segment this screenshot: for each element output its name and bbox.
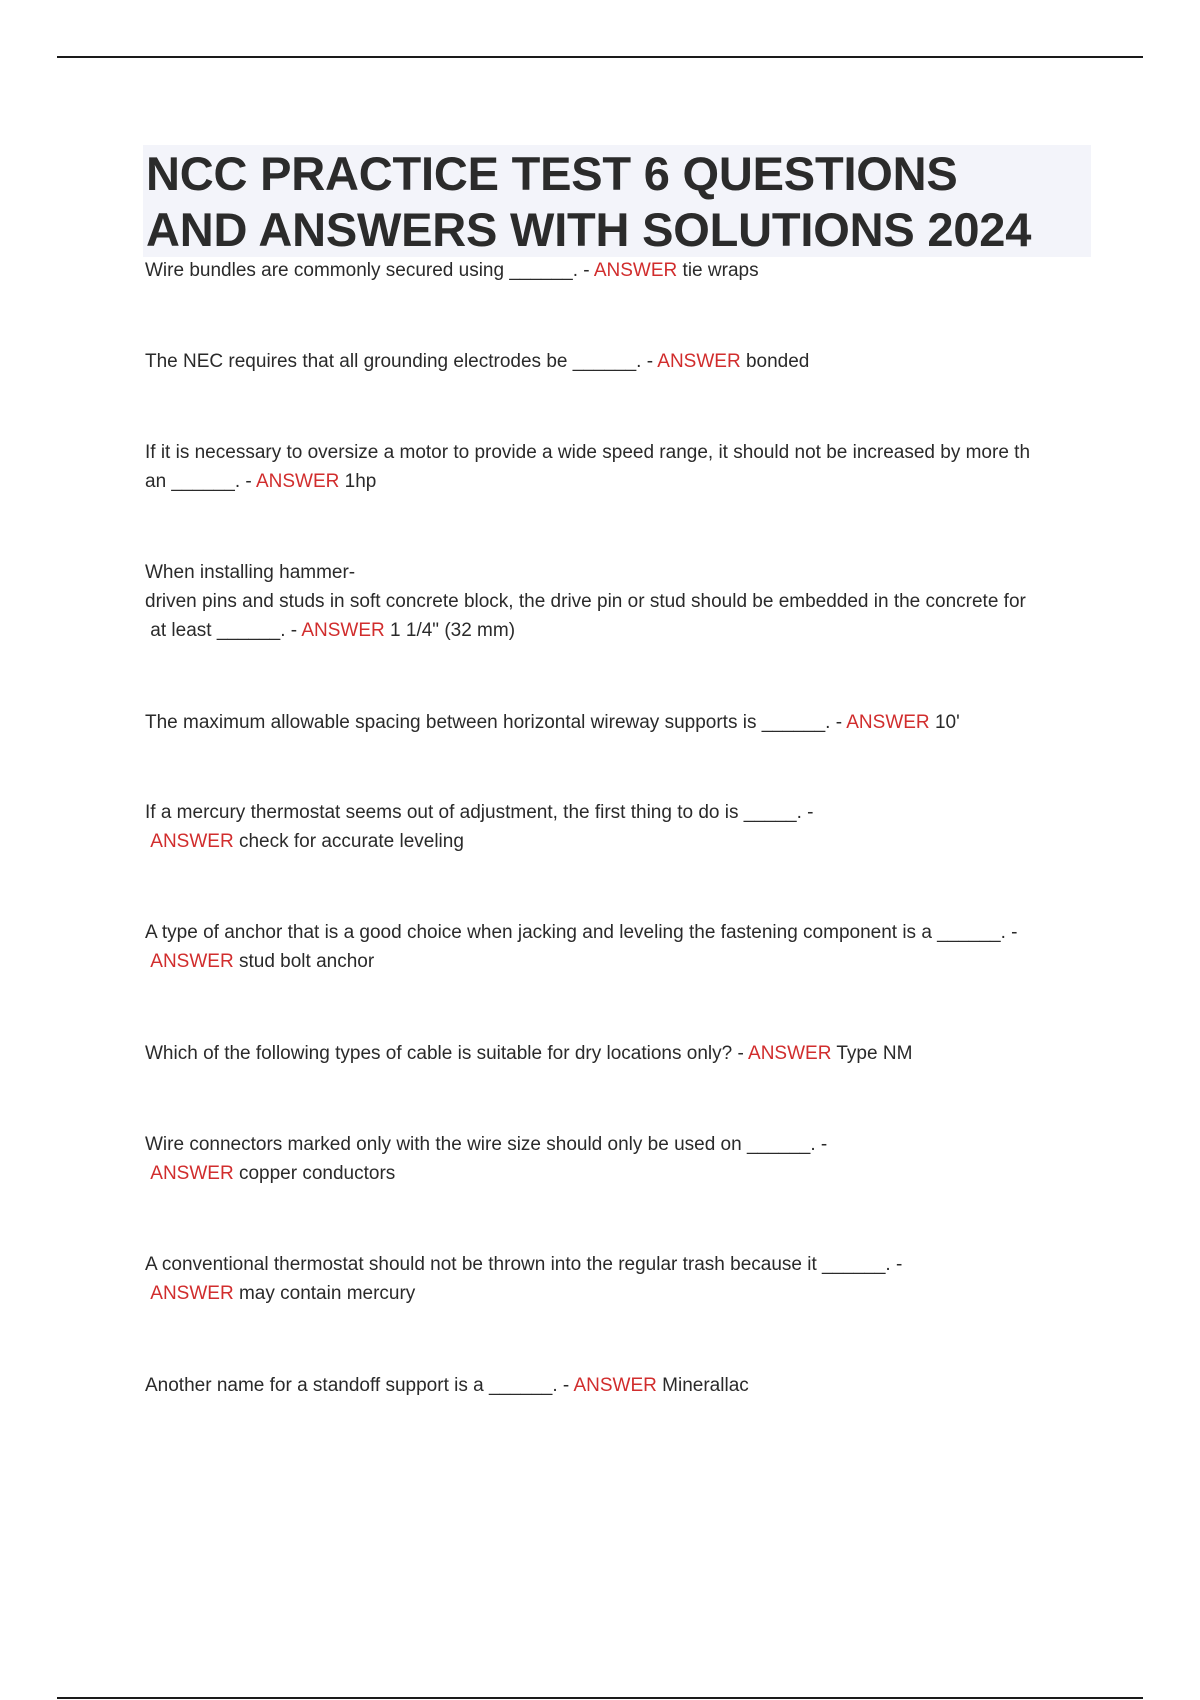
question-text: If a mercury thermostat seems out of adjustment, the first thing to do is _____. - (145, 802, 814, 823)
answer-text: 1 1/4" (32 mm) (390, 620, 516, 641)
answer-text: Minerallac (662, 1375, 749, 1396)
answer-marker: ANSWER (150, 951, 234, 972)
question-text: A conventional thermostat should not be thrown into the regular trash because it ______. - (145, 1254, 903, 1275)
answer-text: bonded (745, 351, 810, 372)
answer-text: 10' (934, 712, 960, 733)
qa-item-5 (145, 708, 1095, 737)
answer-text: may contain mercury (238, 1283, 416, 1304)
answer-marker: ANSWER (657, 351, 741, 372)
bottom-rule (57, 1697, 1143, 1699)
document-title (146, 146, 1091, 258)
answer-text: 1hp (344, 471, 377, 492)
qa-item-7 (145, 918, 1095, 976)
top-rule (57, 56, 1143, 58)
answer-marker: ANSWER (150, 831, 234, 852)
qa-item-4 (145, 558, 1095, 645)
qa-item-9 (145, 1130, 1095, 1188)
question-text-cont: an ______. - (145, 471, 256, 492)
title-line-1: NCC PRACTICE TEST 6 QUESTIONS (146, 147, 958, 200)
answer-marker: ANSWER (846, 712, 930, 733)
answer-marker: ANSWER (301, 620, 385, 641)
answer-marker: ANSWER (593, 260, 678, 281)
qa-item-2 (145, 347, 1095, 376)
answer-text: stud bolt anchor (238, 951, 375, 972)
question-text-cont-2: at least ______. - (145, 620, 302, 641)
answer-text: check for accurate leveling (238, 831, 464, 852)
answer-text: tie wraps (682, 260, 759, 281)
question-text: Wire connectors marked only with the wire size should only be used on ______. - (145, 1134, 828, 1155)
qa-item-1 (145, 256, 1095, 285)
answer-marker: ANSWER (573, 1375, 657, 1396)
qa-item-11 (145, 1371, 1095, 1400)
question-text: Another name for a standoff support is a ______. - (145, 1375, 574, 1396)
qa-item-3 (145, 438, 1095, 496)
question-text: If it is necessary to oversize a motor to provide a wide speed range, it should not be increased by more th (145, 442, 1031, 463)
question-text: The maximum allowable spacing between horizontal wireway supports is ______. - (145, 712, 847, 733)
answer-marker: ANSWER (150, 1283, 234, 1304)
answer-text: Type NM (836, 1043, 913, 1064)
qa-item-8 (145, 1039, 1095, 1068)
question-text: The NEC requires that all grounding electrodes be ______. - (145, 351, 658, 372)
question-text: Which of the following types of cable is suitable for dry locations only? - (145, 1043, 749, 1064)
question-text: When installing hammer- (145, 562, 356, 583)
title-line-2: AND ANSWERS WITH SOLUTIONS 2024 (146, 203, 1032, 256)
qa-item-10 (145, 1250, 1095, 1308)
answer-marker: ANSWER (255, 471, 340, 492)
qa-item-6 (145, 798, 1095, 856)
answer-marker: ANSWER (150, 1163, 234, 1184)
answer-marker: ANSWER (748, 1043, 832, 1064)
question-text: A type of anchor that is a good choice when jacking and leveling the fastening component is a ______. - (145, 922, 1018, 943)
question-text: Wire bundles are commonly secured using ______. - (145, 260, 594, 281)
question-text-cont: driven pins and studs in soft concrete block, the drive pin or stud should be embedded in the concrete for (145, 591, 1026, 612)
answer-text: copper conductors (238, 1163, 396, 1184)
